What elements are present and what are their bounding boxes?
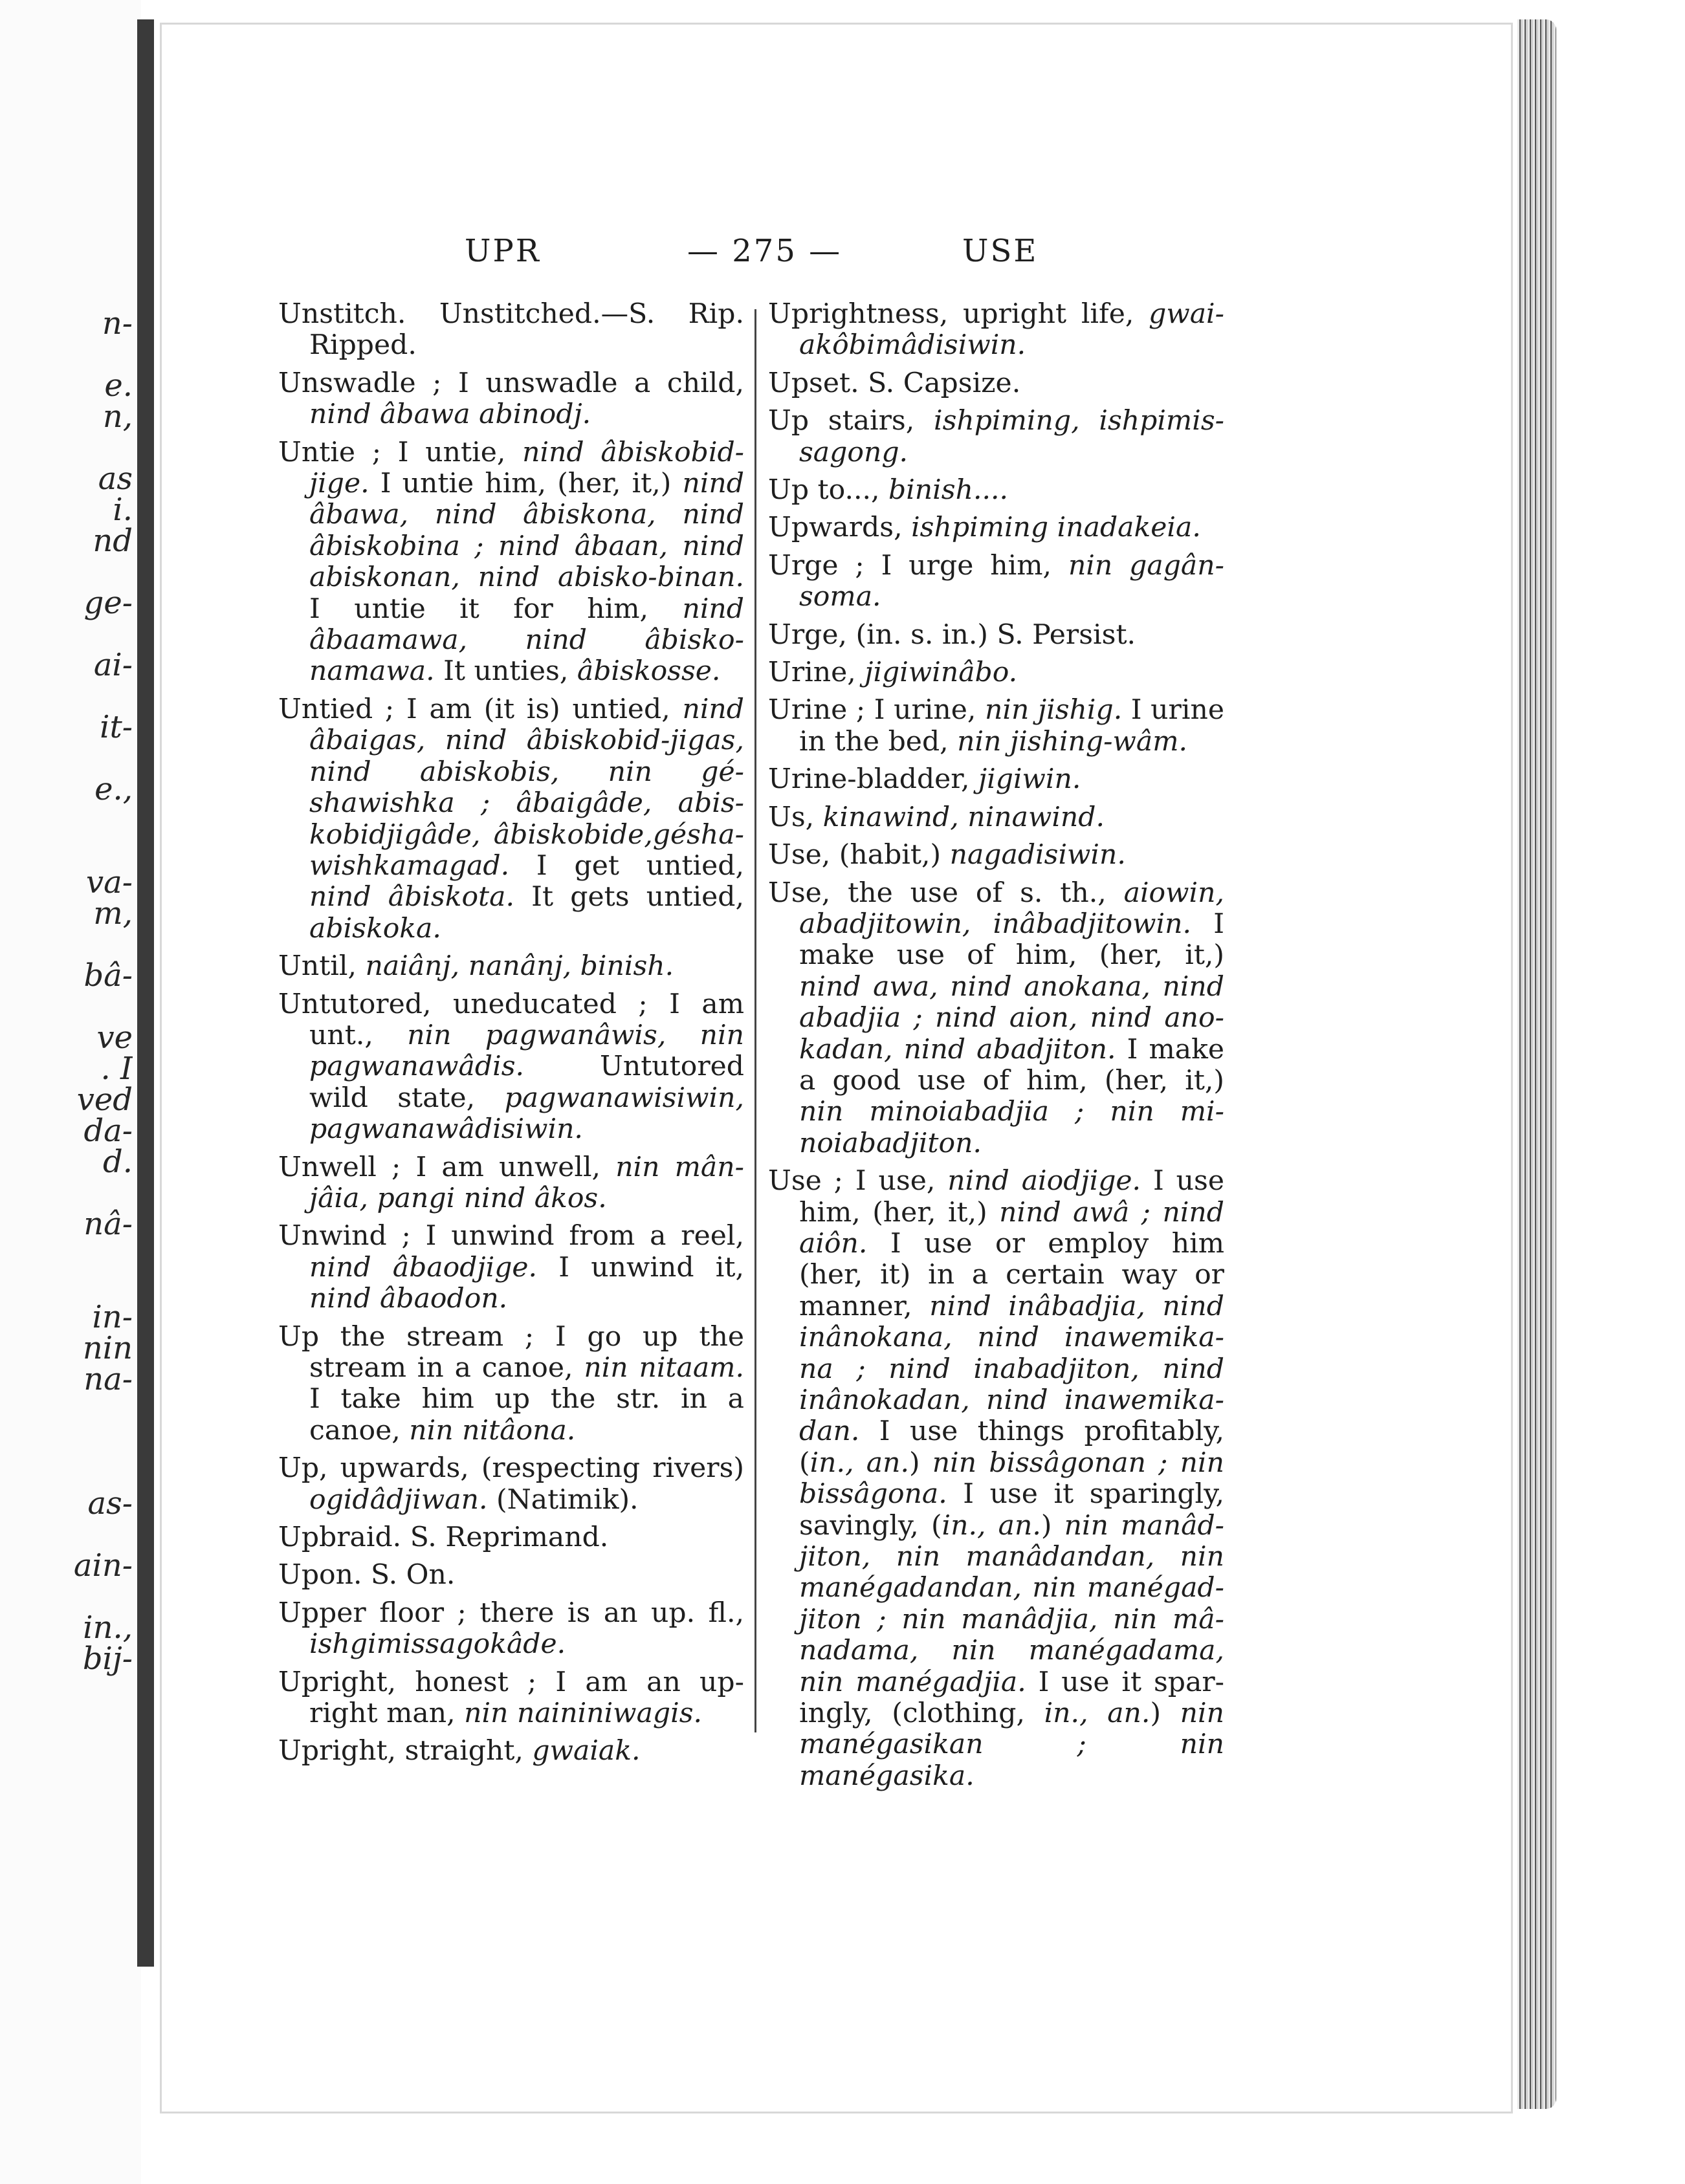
dictionary-entry: Unstitch. Unstitched.—S. Rip. Ripped. (278, 298, 744, 362)
dictionary-entry: Use, the use of s. th., aiowin, abadjitowin, inâbadjitowin. I make use of him, (her, it,) nind awa, nind anokana, nind abadjia ; nind aion, nind ano-kadan, nind abadjiton. I make a good use of him, (her, it,) nin minoiabadjia ; nin mi-noiabadjiton. (768, 877, 1224, 1159)
facing-page-fragment: . I (100, 1051, 133, 1087)
dictionary-entry: Urge ; I urge him, nin gagân-soma. (768, 549, 1224, 613)
dictionary-entry: Up stairs, ishpiming, ishpimis-sagong. (768, 405, 1224, 468)
facing-page-fragment: as- (87, 1485, 133, 1522)
dictionary-entry: Upright, straight, gwaiak. (278, 1735, 641, 1767)
running-head-right: USE (962, 233, 1039, 269)
facing-page (0, 0, 141, 2184)
dictionary-entry: Untie ; I untie, nind âbiskobid-jige. I untie him, (her, it,) nind âbawa, nind âbiskona, nind âbiskobina ; nind âbaan, nind abiskonan, nind abisko-binan. I untie it for him, nind âbaamawa, nind âbisko-namawa. It unties, âbiskosse. (278, 436, 745, 688)
dictionary-entry: Uprightness, upright life, gwai-akôbimâdisiwin. (768, 298, 1224, 362)
facing-page-fragment: e., (94, 771, 133, 807)
dictionary-entry: Up the stream ; I go up the stream in a canoe, nin nitaam. I take him up the str. in a canoe, nin nitâona. (278, 1320, 744, 1447)
facing-page-fragment: bij- (82, 1641, 133, 1677)
dictionary-entry: Unwind ; I unwind from a reel, nind âbaodjige. I unwind it, nind âbaodon. (278, 1220, 744, 1315)
left-column (278, 299, 744, 1767)
dictionary-entry: Urine-bladder, jigiwin. (768, 763, 1081, 796)
dictionary-entry: Urine ; I urine, nin jishig. I urine in the bed, nin jishing-wâm. (768, 694, 1224, 758)
facing-page-fragment: nâ- (83, 1206, 133, 1242)
facing-page-fragment: it- (100, 709, 133, 745)
facing-page-fragment: bâ- (83, 957, 133, 994)
facing-page-fragment: i. (113, 492, 133, 528)
facing-page-fragment: va- (86, 864, 133, 901)
facing-page-fragment: na- (83, 1361, 133, 1397)
dictionary-entry: Unswadle ; I unswadle a child, nind âbawa abinodj. (278, 367, 744, 431)
background-margin (1556, 19, 1685, 2184)
facing-page-fragment: in- (92, 1299, 133, 1335)
facing-page-fragment: ve (96, 1020, 133, 1056)
facing-page-fragment: n- (102, 305, 133, 342)
facing-page-fragment: d. (103, 1144, 133, 1180)
dictionary-entry: Untutored, uneducated ; I am unt., nin pagwanâwis, nin pagwanawâdis. Untutored wild state, pagwanawisiwin, pagwanawâdisiwin. (278, 988, 744, 1146)
facing-page-fragment: e. (104, 367, 133, 404)
dictionary-entry: Up, upwards, (respecting rivers) ogidâdjiwan. (Natimik). (278, 1452, 744, 1516)
facing-page-fragment: da- (83, 1113, 133, 1149)
facing-page-fragment: ai- (93, 647, 133, 683)
dictionary-entry: Upbraid. S. Reprimand. (278, 1522, 609, 1554)
facing-page-fragment: as (98, 461, 133, 497)
dictionary-entry: Use ; I use, nind aiodjige. I use him, (her, it,) nind awâ ; nind aiôn. I use or employ him (her, it) in a certain way or manner, nind inâbadjia, nind inânokana, nind inawemika-na ; nind inabadjiton, nind inânokadan, nind inawemika-dan. I use things profitably, (in., an.) nin bissâgonan ; nin bissâgona. I use it sparingly, savingly, (in., an.) nin manâd-jiton, nin manâdandan, nin manégadandan, nin manégad-jiton ; nin manâdjia, nin mâ-nadama, nin manégadama, nin manégadjia. I use it spar-ingly, (clothing, in., an.) nin manégasikan ; nin manégasika. (768, 1165, 1225, 1792)
facing-page-fragment: ain- (73, 1547, 133, 1584)
page-edges (1517, 19, 1556, 2109)
facing-page-fragment: ved (76, 1082, 133, 1118)
dictionary-entry: Untied ; I am (it is) untied, nind âbaigas, nind âbiskobid-jigas, nind abiskobis, nin gé-shawishka ; âbaigâde, abis-kobidjigâde, âbiskobide,gésha-wishkamagad. I get untied, nind âbiskota. It gets untied, abiskoka. (278, 693, 744, 945)
binding-gutter (137, 19, 154, 1967)
dictionary-entry: Use, (habit,) nagadisiwin. (768, 839, 1126, 871)
page-number: — 275 — (687, 233, 842, 269)
dictionary-entry: Upper floor ; there is an up. fl., ishgimissagokâde. (278, 1597, 744, 1661)
dictionary-entry: Upright, honest ; I am an up-right man, nin naininiwagis. (278, 1666, 744, 1730)
dictionary-entry: Us, kinawind, ninawind. (768, 801, 1105, 833)
facing-page-fragment: in., (83, 1610, 133, 1646)
facing-page-fragment: ge- (83, 585, 133, 621)
dictionary-entry: Upon. S. On. (278, 1559, 456, 1591)
facing-page-fragment: nd (93, 523, 133, 559)
dictionary-entry: Upset. S. Capsize. (768, 367, 1021, 399)
right-column (768, 299, 1224, 1792)
dictionary-entry: Until, naiânj, nanânj, binish. (278, 950, 674, 983)
running-head-left: UPR (465, 233, 541, 269)
facing-page-fragment: nin (82, 1330, 133, 1366)
dictionary-entry: Urine, jigiwinâbo. (768, 657, 1018, 689)
dictionary-entry: Upwards, ishpiming inadakeia. (768, 512, 1201, 544)
facing-page-fragment: n, (102, 399, 133, 435)
facing-page-fragment: m, (93, 895, 133, 932)
dictionary-entry: Urge, (in. s. in.) S. Persist. (768, 618, 1136, 651)
dictionary-entry: Up to..., binish.... (768, 474, 1008, 507)
column-divider (754, 309, 756, 1732)
dictionary-entry: Unwell ; I am unwell, nin mân-jâia, pangi nind âkos. (278, 1151, 745, 1214)
